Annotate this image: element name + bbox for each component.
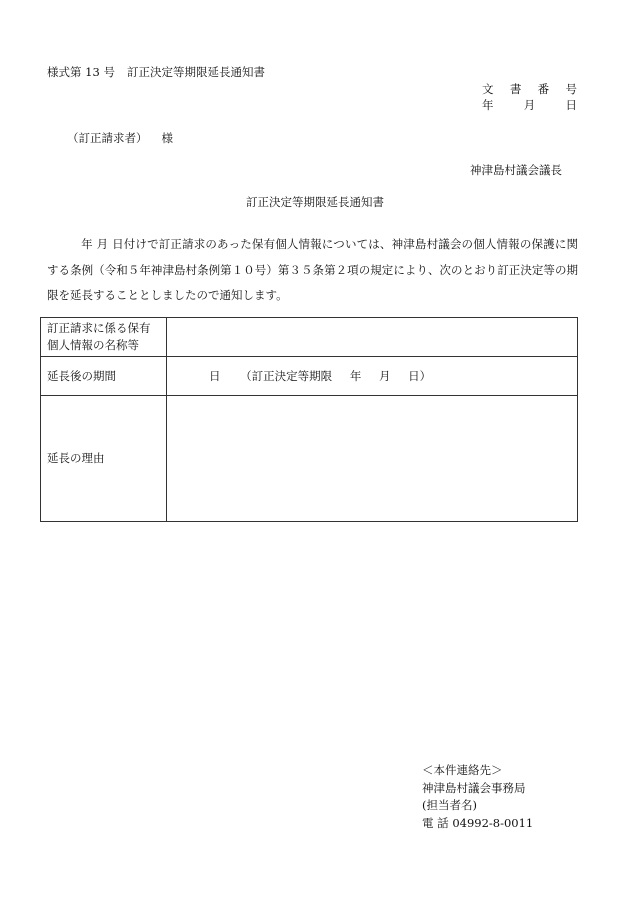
- table-row: [41, 318, 578, 357]
- form-number: 様式第 13 号: [47, 65, 115, 79]
- document-title: 訂正決定等期限延長通知書: [246, 195, 384, 209]
- table-label-reason: 延長の理由: [41, 396, 167, 522]
- contact-phone-line: [422, 815, 533, 833]
- table-row: [41, 357, 578, 396]
- table-value-reason: [167, 396, 578, 522]
- table-row: [41, 396, 578, 522]
- contact-office: 神津島村議会事務局: [422, 780, 526, 795]
- body-paragraph: 年 月 日付けで訂正請求のあった保有個人情報については、神津島村議会の個人情報の保護に関する条例（令和５年神津島村条例第１０号）第３５条第２項の規定により、次のとおり訂正決定等の期限を延長することとしましたので通知します。: [47, 237, 578, 302]
- body-text: [47, 232, 578, 309]
- recipient: [67, 130, 173, 146]
- recipient-name: （訂正請求者）: [67, 131, 148, 145]
- recipient-honorific: 様: [161, 131, 173, 145]
- table-label-extended-period: 延長後の期間: [41, 357, 167, 396]
- issue-date-label: 年 月 日: [482, 98, 577, 112]
- sender: 神津島村議会議長: [470, 163, 562, 177]
- table-value-extended-period: 日 （訂正決定等期限 年 月 日）: [167, 357, 578, 396]
- contact-block: [422, 762, 533, 832]
- form-name: 訂正決定等期限延長通知書: [126, 65, 265, 79]
- form-identifier: [47, 64, 265, 80]
- table-value-info-name: [167, 318, 578, 357]
- table-label-info-name: 訂正請求に係る保有個人情報の名称等: [41, 318, 167, 357]
- contact-person: (担当者名): [422, 798, 477, 812]
- document-number-label: 文 書 番 号: [482, 82, 577, 96]
- info-table: [40, 317, 578, 522]
- phone-label: 電 話: [422, 815, 449, 830]
- contact-heading: ＜本件連絡先＞: [422, 763, 503, 777]
- phone-number: 04992-8-0011: [452, 815, 534, 830]
